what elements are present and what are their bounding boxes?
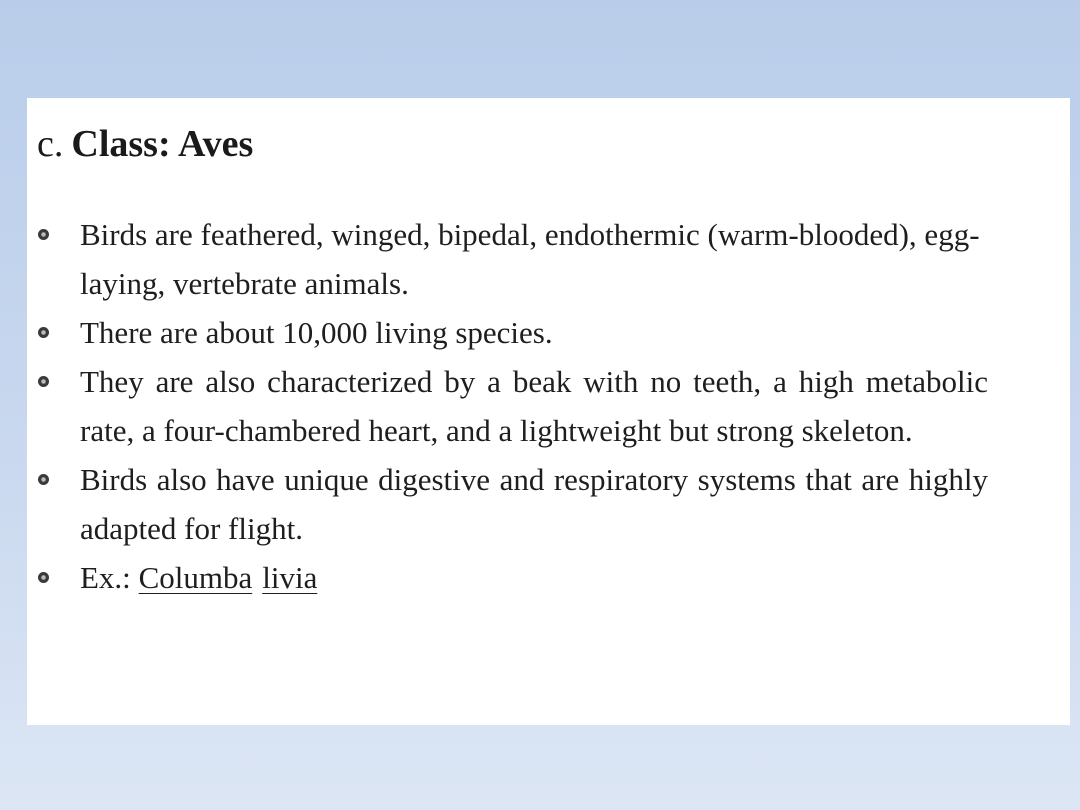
bullet-item-characteristics [27,357,988,455]
example-species: livia [262,560,318,595]
bullet-dot-icon [38,572,49,583]
bullet-item-species-count [27,308,988,357]
bullet-item-birds-definition [27,210,988,308]
bullet-dot-icon [38,376,49,387]
bullet-dot-icon [38,229,49,240]
bullet-text: They are also characterized by a beak with no teeth, a high metabolic rate, a four-chambered heart, and a lightweight but strong skeleton. [80,364,988,448]
heading-title: Class: Aves [71,123,254,165]
bullet-dot-icon [38,327,49,338]
example-genus: Columba [138,560,253,595]
example-label: Ex.: [80,560,131,595]
bullet-text: Birds are feathered, winged, bipedal, endothermic (warm-blooded), egg-laying, vertebrate animals. [80,217,980,301]
bullet-item-systems [27,455,988,553]
bullet-item-example [27,553,988,602]
bullet-list [27,210,1070,602]
slide-heading [37,122,253,166]
bullet-text: There are about 10,000 living species. [80,315,553,350]
bullet-dot-icon [38,474,49,485]
bullet-text: Birds also have unique digestive and respiratory systems that are highly adapted for flight. [80,462,988,546]
slide-content-card [27,98,1070,725]
heading-prefix: c. [37,123,64,165]
